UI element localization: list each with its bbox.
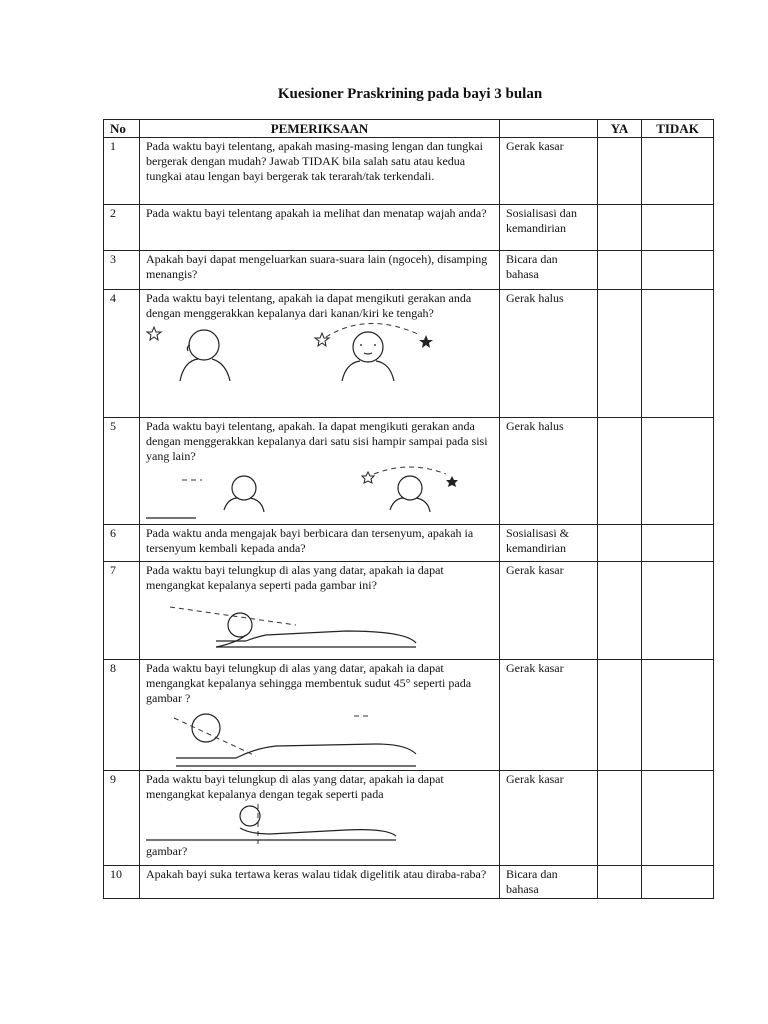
row-number: 2 [104, 205, 140, 251]
question-text-body: Pada waktu bayi telungkup di alas yang datar, apakah ia dapat mengangkat kepalanya sehingga membentuk sudut 45° seperti pada gambar ? [146, 661, 472, 705]
table-row [104, 660, 714, 771]
aspect-cell: Sosialisasi dan kemandirian [500, 205, 598, 251]
answer-ya-cell[interactable] [598, 205, 642, 251]
col-header-ya: YA [598, 120, 642, 138]
question-text [140, 418, 500, 525]
question-text [140, 562, 500, 660]
baby-head-turn-illustration [146, 323, 493, 381]
row-number: 1 [104, 138, 140, 205]
aspect-cell: Gerak halus [500, 418, 598, 525]
question-text-body: Pada waktu bayi telentang, apakah. Ia dapat mengikuti gerakan anda dengan menggerakkan kepalanya dari satu sisi hampir sampai pada sisi yang lain? [146, 419, 488, 463]
table-header-row [104, 120, 714, 138]
aspect-cell: Sosialisasi & kemandirian [500, 525, 598, 562]
answer-ya-cell[interactable] [598, 251, 642, 290]
answer-tidak-cell[interactable] [642, 525, 714, 562]
col-header-tidak: TIDAK [642, 120, 714, 138]
table-row [104, 205, 714, 251]
question-text-body: Pada waktu bayi telungkup di alas yang datar, apakah ia dapat mengangkat kepalanya dengan tegak seperti pada [146, 772, 444, 801]
question-text-tail: gambar? [146, 844, 188, 858]
col-header-aspek [500, 120, 598, 138]
row-number: 3 [104, 251, 140, 290]
row-number: 5 [104, 418, 140, 525]
question-text [140, 251, 500, 290]
col-header-no: No [104, 120, 140, 138]
aspect-cell: Bicara dan bahasa [500, 866, 598, 899]
answer-ya-cell[interactable] [598, 660, 642, 771]
answer-tidak-cell[interactable] [642, 205, 714, 251]
question-text-body: Pada waktu anda mengajak bayi berbicara dan tersenyum, apakah ia tersenyum kembali kepada anda? [146, 526, 474, 555]
question-text [140, 525, 500, 562]
answer-ya-cell[interactable] [598, 138, 642, 205]
table-row [104, 251, 714, 290]
question-text [140, 290, 500, 418]
aspect-cell: Gerak kasar [500, 771, 598, 866]
row-number: 6 [104, 525, 140, 562]
answer-tidak-cell[interactable] [642, 418, 714, 525]
row-number: 10 [104, 866, 140, 899]
answer-tidak-cell[interactable] [642, 866, 714, 899]
aspect-cell: Gerak kasar [500, 660, 598, 771]
row-number: 8 [104, 660, 140, 771]
answer-ya-cell[interactable] [598, 418, 642, 525]
answer-ya-cell[interactable] [598, 562, 642, 660]
baby-upright-head-illustration [146, 804, 493, 844]
question-text-body: Pada waktu bayi telungkup di alas yang datar, apakah ia dapat mengangkat kepalanya seperti pada gambar ini? [146, 563, 444, 592]
answer-ya-cell[interactable] [598, 771, 642, 866]
answer-tidak-cell[interactable] [642, 251, 714, 290]
question-text [140, 138, 500, 205]
question-text-body: Pada waktu bayi telentang, apakah ia dapat mengikuti gerakan anda dengan menggerakkan kepalanya dari kanan/kiri ke tengah? [146, 291, 472, 320]
question-text-body: Apakah bayi dapat mengeluarkan suara-suara lain (ngoceh), disamping menangis? [146, 252, 488, 281]
questionnaire-table [103, 119, 714, 899]
table-row [104, 138, 714, 205]
baby-prone-head-lift-illustration [146, 595, 493, 653]
col-header-pemeriksaan: PEMERIKSAAN [140, 120, 500, 138]
question-text-body: Pada waktu bayi telentang, apakah masing-masing lengan dan tungkai bergerak dengan mudah? Jawab TIDAK bila salah satu atau kedua tungkai atau lengan bayi bergerak tak terarah/tak terkendali. [146, 139, 483, 183]
aspect-cell: Gerak halus [500, 290, 598, 418]
aspect-cell: Gerak kasar [500, 138, 598, 205]
table-row [104, 771, 714, 866]
answer-ya-cell[interactable] [598, 866, 642, 899]
question-text [140, 771, 500, 866]
answer-tidak-cell[interactable] [642, 771, 714, 866]
table-row [104, 418, 714, 525]
table-row [104, 562, 714, 660]
answer-tidak-cell[interactable] [642, 138, 714, 205]
page-title: Kuesioner Praskrining pada bayi 3 bulan [277, 86, 543, 102]
aspect-cell: Gerak kasar [500, 562, 598, 660]
question-text-body: Pada waktu bayi telentang apakah ia melihat dan menatap wajah anda? [146, 206, 487, 220]
table-row [104, 290, 714, 418]
answer-ya-cell[interactable] [598, 290, 642, 418]
row-number: 7 [104, 562, 140, 660]
question-text [140, 660, 500, 771]
row-number: 4 [104, 290, 140, 418]
aspect-cell: Bicara dan bahasa [500, 251, 598, 290]
answer-tidak-cell[interactable] [642, 562, 714, 660]
answer-tidak-cell[interactable] [642, 290, 714, 418]
row-number: 9 [104, 771, 140, 866]
baby-follow-illustration [146, 466, 493, 520]
baby-45-degree-illustration [146, 708, 493, 770]
answer-ya-cell[interactable] [598, 525, 642, 562]
table-row [104, 866, 714, 899]
table-row [104, 525, 714, 562]
question-text [140, 866, 500, 899]
question-text-body: Apakah bayi suka tertawa keras walau tidak digelitik atau diraba-raba? [146, 867, 487, 881]
question-text [140, 205, 500, 251]
answer-tidak-cell[interactable] [642, 660, 714, 771]
